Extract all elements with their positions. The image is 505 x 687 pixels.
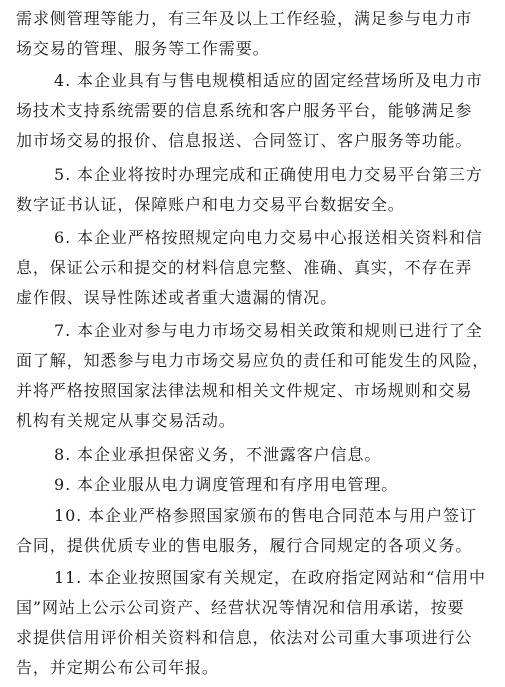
text-line: 4. 本企业具有与售电规模相适应的固定经营场所及电力市 (54, 71, 483, 90)
text-line: 求提供信用评价相关资料和信息，依法对公司重大事项进行公 (16, 628, 473, 647)
text-line: 加市场交易的报价、信息报送、合同签订、客户服务等功能。 (16, 131, 473, 150)
paragraph-item-5 (16, 160, 494, 220)
text-line: 9. 本企业服从电力调度管理和有序用电管理。 (54, 475, 399, 494)
text-line: 息，保证公示和提交的材料信息完整、准确、真实，不存在弄 (16, 258, 473, 277)
text-line: 11. 本企业按照国家有关规定，在政府指定网站和“信用中 (54, 568, 486, 587)
text-line: 并将严格按照国家法律法规和相关文件规定、市场规则和交易 (16, 381, 473, 400)
paragraph-item-9 (16, 470, 494, 500)
text-line: 虚作假、误导性陈述或者重大遗漏的情况。 (16, 288, 338, 307)
paragraph-item-6 (16, 223, 494, 313)
text-line: 数字证书认证，保障账户和电力交易平台数据安全。 (16, 195, 405, 214)
paragraph-continuation (16, 4, 494, 64)
paragraph-item-7 (16, 316, 494, 436)
text-line: 10. 本企业严格参照国家颁布的售电合同范本与用户签订 (54, 506, 477, 525)
paragraph-item-11 (16, 563, 494, 683)
text-line: 场交易的管理、服务等工作需要。 (16, 39, 270, 58)
text-line: 场技术支持系统需要的信息系统和客户服务平台，能够满足参 (16, 101, 473, 120)
text-line: 国”网站上公示公司资产、经营状况等情况和信用承诺，按要 (16, 598, 465, 617)
text-line: 机构有关规定从事交易活动。 (16, 411, 236, 430)
text-line: 需求侧管理等能力，有三年及以上工作经验，满足参与电力市 (16, 9, 473, 28)
text-line: 8. 本企业承担保密义务，不泄露客户信息。 (54, 445, 382, 464)
paragraph-item-4 (16, 66, 494, 156)
text-line: 6. 本企业严格按照规定向电力交易中心报送相关资料和信 (54, 228, 483, 247)
text-line: 7. 本企业对参与电力市场交易相关政策和规则已进行了全 (54, 321, 483, 340)
text-line: 5. 本企业将按时办理完成和正确使用电力交易平台第三方 (54, 165, 483, 184)
paragraph-item-8 (16, 440, 494, 470)
text-line: 面了解，知悉参与电力市场交易应负的责任和可能发生的风险， (16, 351, 490, 370)
text-line: 告，并定期公布公司年报。 (16, 658, 219, 677)
text-line: 合同，提供优质专业的售电服务，履行合同规定的各项义务。 (16, 536, 473, 555)
paragraph-item-10 (16, 501, 494, 561)
